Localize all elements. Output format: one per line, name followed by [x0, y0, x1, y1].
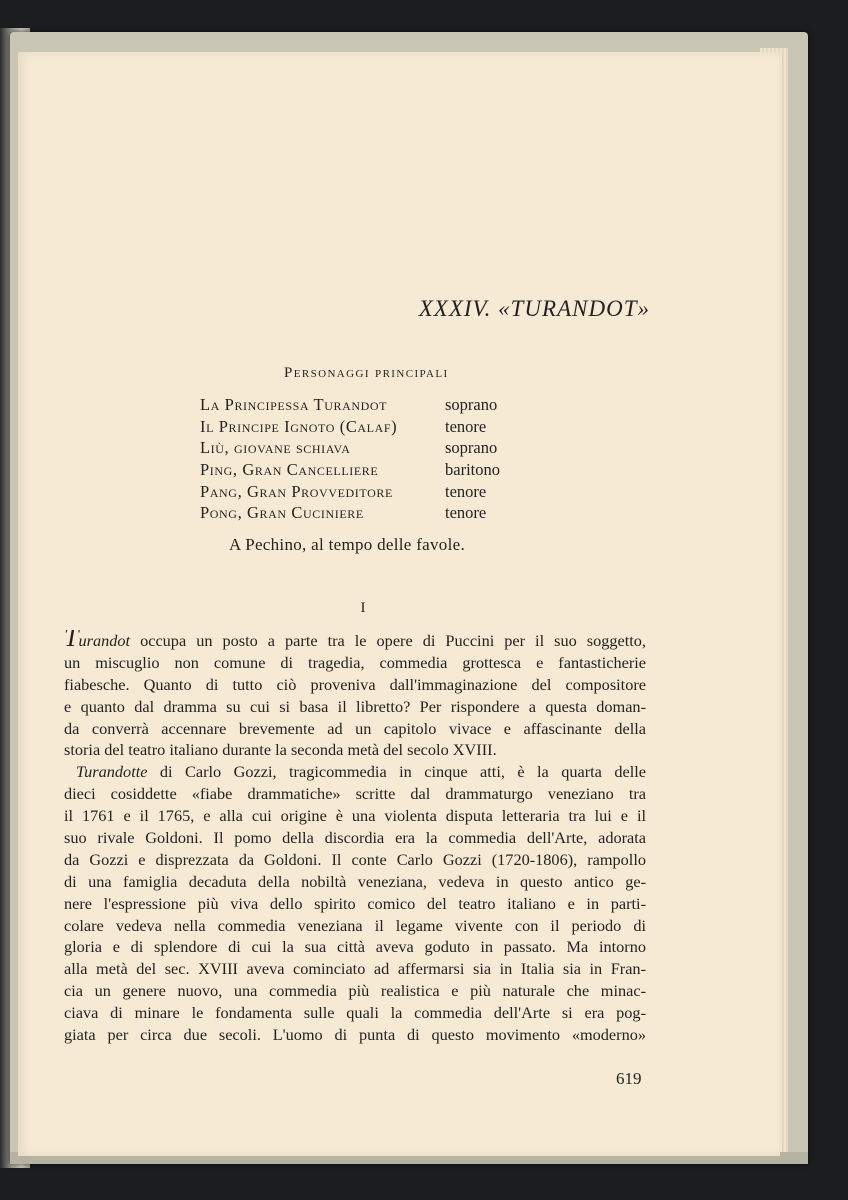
page-number: 619: [616, 1069, 642, 1088]
body-line: giata per circa due secoli. L'uomo di punta di questo movimento «moderno»: [64, 1025, 646, 1045]
body-line: gloria e di splendore di cui la sua città aveva goduto in passato. Ma intorno: [64, 937, 646, 957]
cast-row: [200, 416, 540, 438]
cast-voice: soprano: [445, 438, 498, 458]
cast-role: Liù, giovane schiava: [200, 438, 351, 458]
italic-title: Turandotte: [76, 762, 148, 782]
book-page: [18, 52, 780, 1156]
drop-cap: T: [64, 630, 79, 652]
cast-voice: tenore: [445, 481, 487, 501]
body-line-rest: di Carlo Gozzi, tragicommedia in cinque atti, è la quarta delle: [147, 762, 646, 782]
body-line: colare vedeva nella commedia veneziana il legame vivente con il periodo di: [64, 915, 646, 935]
cast-row: [200, 437, 540, 459]
body-line: di una famiglia decaduta della nobiltà veneziana, vedeva in questo antico ge-: [64, 871, 646, 891]
cast-role: Il Principe Ignoto (Calaf): [200, 416, 398, 436]
cast-list: [200, 394, 540, 524]
body-text: [64, 630, 646, 1046]
cast-voice: tenore: [445, 503, 487, 523]
cast-voice: baritono: [445, 460, 500, 480]
chapter-title: XXXIV. «TURANDOT»: [418, 296, 650, 321]
body-line-text: occupa un posto a parte tra le opere di Puccini per il suo soggetto,: [140, 631, 646, 650]
body-line: storia del teatro italiano durante la seconda metà del secolo XVIII.: [64, 740, 497, 760]
body-line: il 1761 e il 1765, e alla cui origine è una violenta disputa letteraria tra lui e il: [64, 806, 646, 826]
cast-role: Ping, Gran Cancelliere: [200, 460, 379, 480]
body-line: [64, 630, 646, 652]
body-line: dieci cosiddette «fiabe drammatiche» scritte dal drammaturgo veneziano tra: [64, 784, 646, 804]
cast-voice: soprano: [445, 395, 498, 414]
body-line: da converrà accennare brevemente ad un capitolo vivace e affascinante della: [64, 718, 646, 738]
cast-voice: tenore: [445, 416, 487, 436]
body-line: da Gozzi e disprezzata da Goldoni. Il conte Carlo Gozzi (1720-1806), rampollo: [64, 849, 646, 869]
body-line: nere l'espressione più viva dello spirito comico del teatro italiano e in parti-: [64, 893, 646, 913]
setting-line: A Pechino, al tempo delle favole.: [229, 535, 466, 554]
body-line: ciava di minare le fondamenta sulle quali la commedia dell'Arte si era pog-: [64, 1003, 646, 1023]
section-number: I: [360, 600, 366, 616]
cast-row: [200, 459, 540, 481]
cast-role: La Principessa Turandot: [200, 395, 388, 414]
cast-row: [200, 502, 540, 524]
cast-heading: Personaggi principali: [284, 365, 449, 381]
cast-role: Pang, Gran Provveditore: [200, 481, 393, 501]
cast-role: Pong, Gran Cuciniere: [200, 503, 364, 523]
body-line: cia un genere nuovo, una commedia più realistica e più naturale che minac-: [64, 981, 646, 1001]
body-line: alla metà del sec. XVIII aveva cominciato ad affermarsi sia in Italia sia in Fran-: [64, 959, 646, 979]
cast-row: [200, 394, 540, 416]
body-line: [64, 761, 646, 783]
body-line: e quanto dal dramma su cui si basa il libretto? Per rispondere a questa doman-: [64, 696, 646, 716]
body-line: fiabesche. Quanto di tutto ciò proveniva dall'immaginazione del compositore: [64, 674, 646, 694]
first-word-rest: urandot: [78, 631, 131, 650]
body-line: un miscuglio non comune di tragedia, commedia grottesca e fantasticherie: [64, 652, 646, 672]
cast-row: [200, 481, 540, 503]
body-line: suo rivale Goldoni. Il pomo della discordia era la commedia dell'Arte, adorata: [64, 828, 646, 848]
